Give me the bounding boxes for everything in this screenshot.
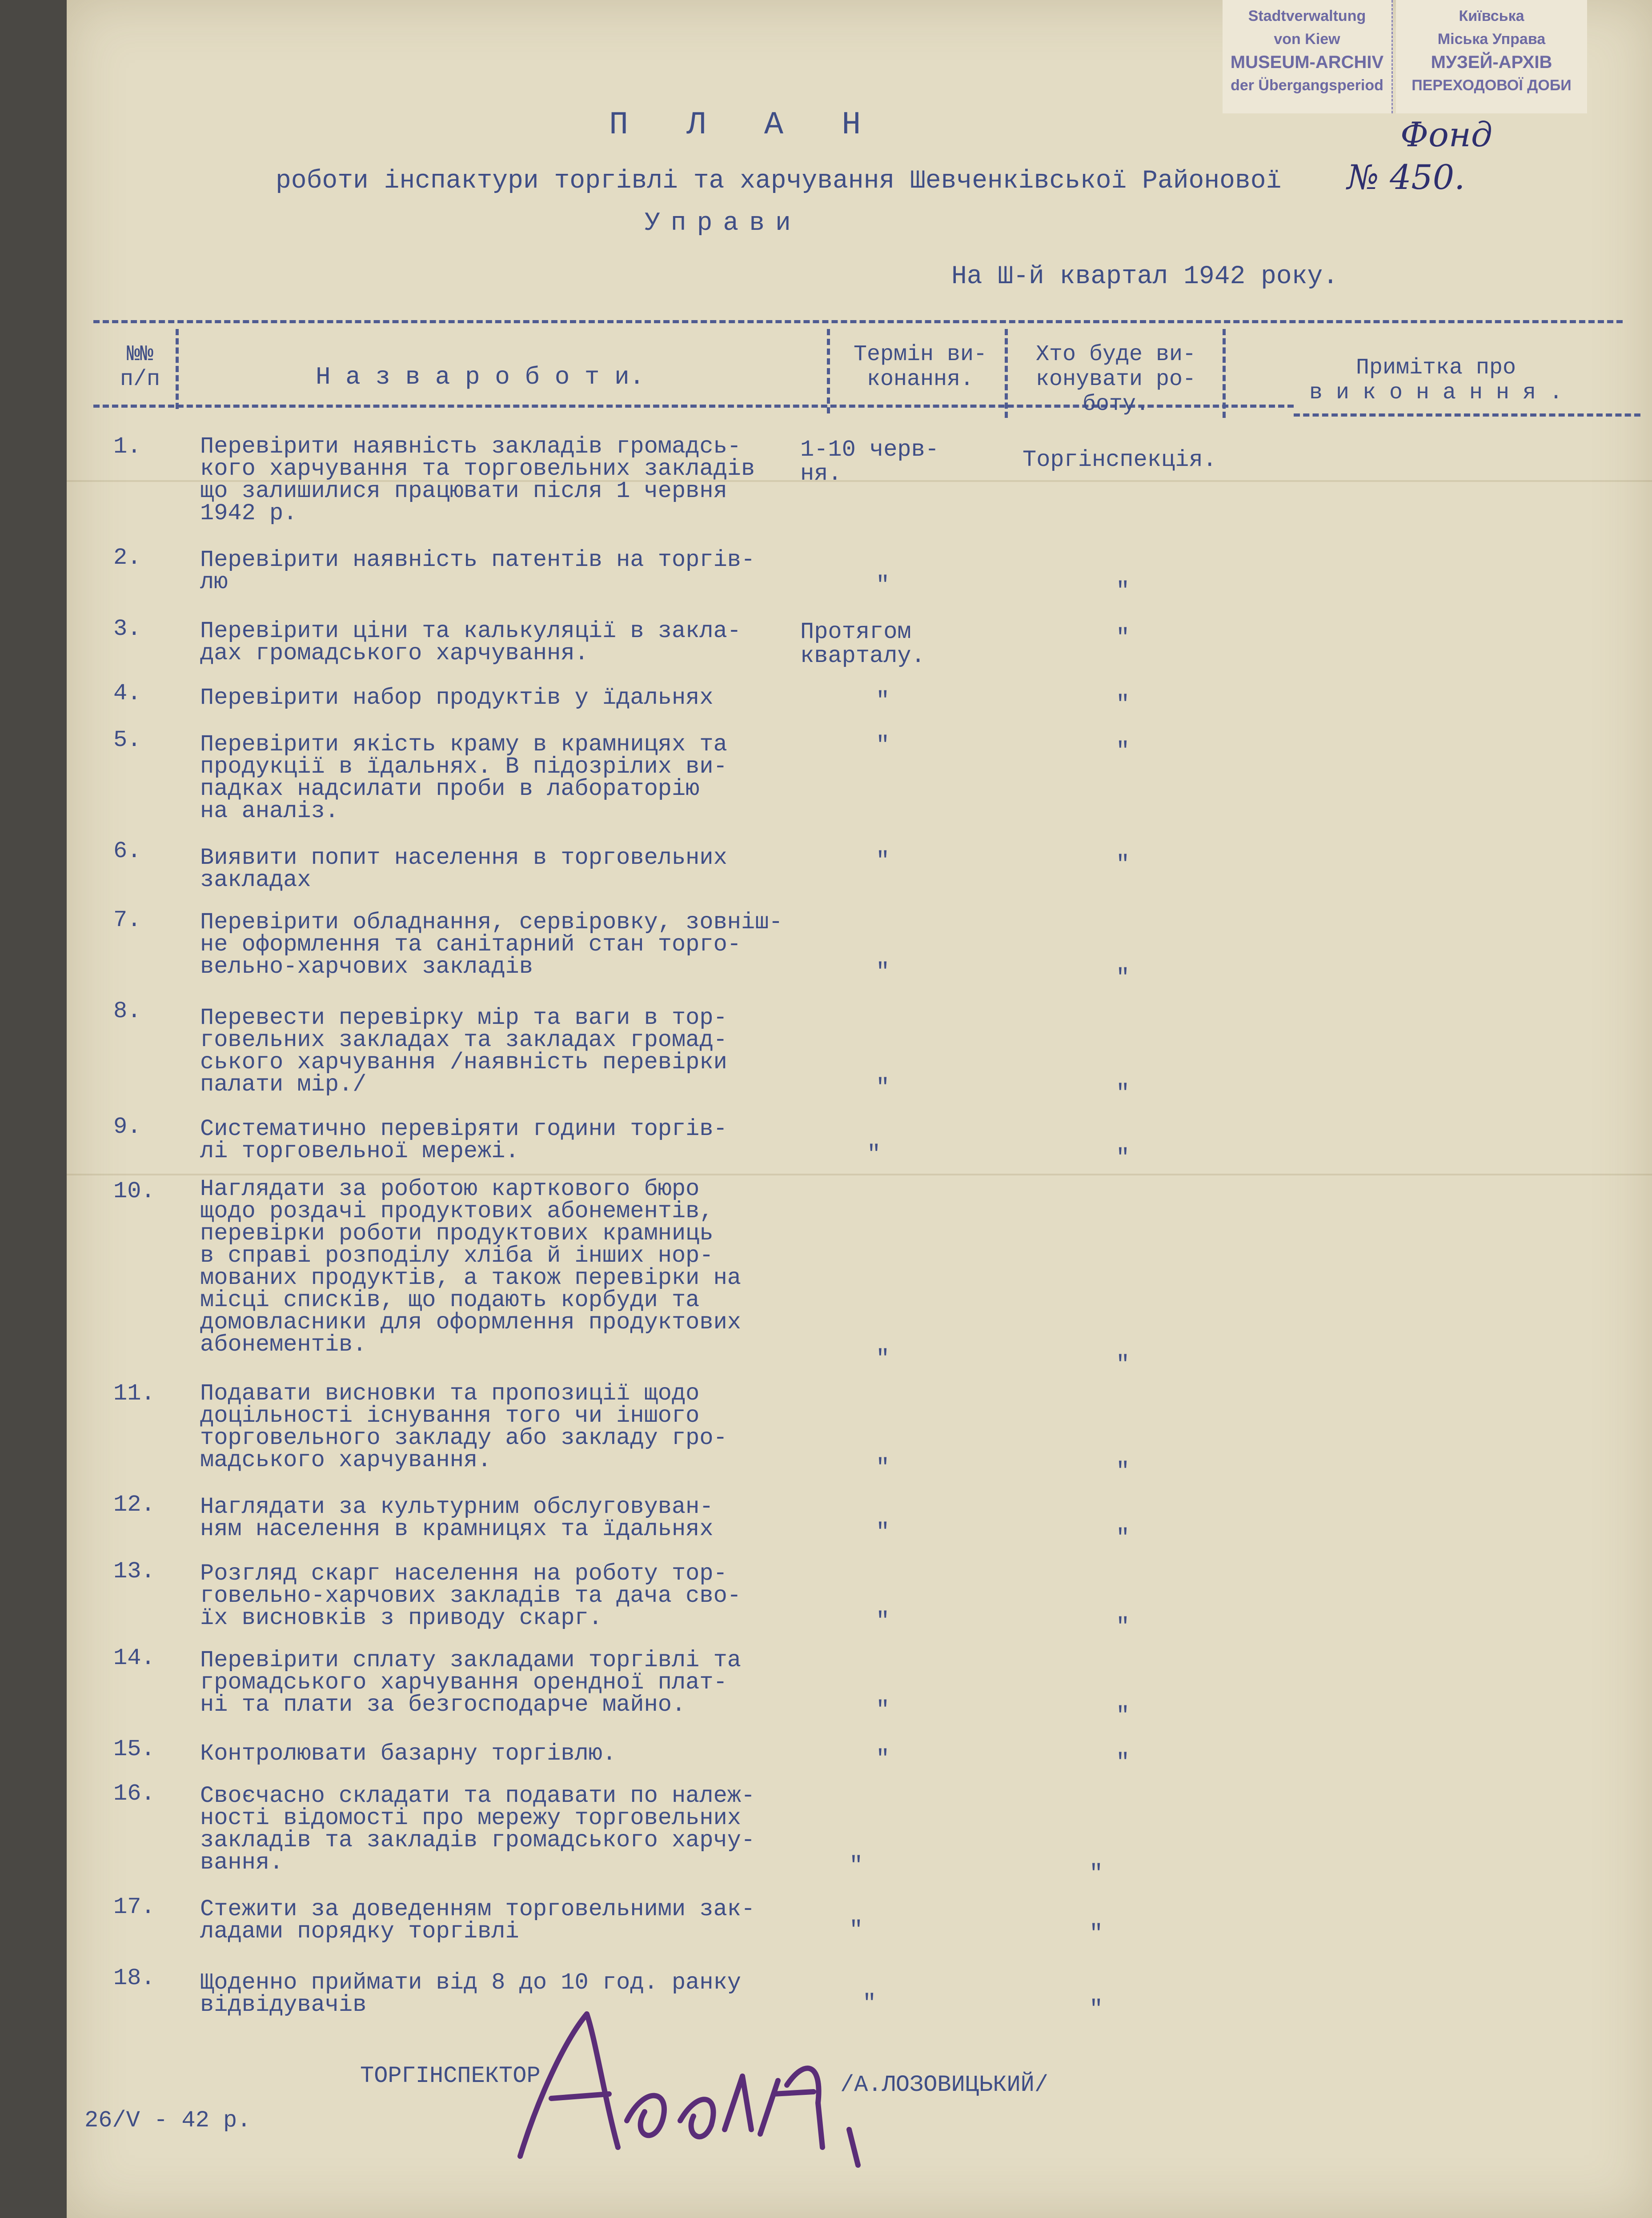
row-task: Стежити за доведенням торговельними зак- ладами порядку торгівлі (200, 1896, 755, 1945)
row-task: Перевірити наявність патентів на торгів- лю (200, 547, 755, 595)
row-number: 8. (113, 998, 141, 1024)
row-who: " (1116, 1352, 1130, 1378)
row-term: 1-10 черв- ня. (800, 437, 939, 487)
row-who: " (1116, 691, 1130, 718)
document-subtitle: роботи інспактури торгівлі та харчування Шевченківської Районової (276, 167, 1282, 196)
header-rule-bottom (1294, 413, 1640, 417)
row-task: Перевести перевірку мір та ваги в тор- говельних закладах та закладах громад- ського харчування /наявність перевірки палати мір./ (200, 1005, 727, 1098)
row-who: " (1116, 1458, 1130, 1484)
row-term: " (876, 572, 890, 598)
stamp-line: ПЕРЕХОДОВОЇ ДОБИ (1411, 77, 1572, 94)
stamp-line: Stadtverwaltung (1248, 8, 1366, 24)
row-who: " (1116, 625, 1130, 651)
row-number: 16. (113, 1781, 155, 1807)
header-who (1014, 342, 1218, 417)
row-term: " (849, 1917, 863, 1943)
row-number: 12. (113, 1492, 155, 1518)
document-sheet (67, 0, 1652, 2218)
header-note-line: в и к о н а н н я . (1309, 380, 1563, 405)
fond-number: № 450. (1347, 157, 1465, 197)
row-who: " (1116, 1145, 1130, 1171)
row-task: Контролювати базарну торгівлю. (200, 1741, 617, 1767)
signature-name: /А.ЛОЗОВИЦЬКИЙ/ (840, 2072, 1049, 2098)
row-number: 6. (113, 838, 141, 864)
row-task: Перевірити обладнання, сервіровку, зовніш- не оформлення та санітарний стан торго- вельно-харчових закладів (200, 909, 783, 980)
row-term: " (876, 848, 890, 874)
row-task: Наглядати за роботою карткового бюро щодо роздачі продуктових абонементів, перевірки роботи продуктових крамниць в справі розподілу хліба й інших нор- мованих продуктів, а також перевірки на місці списків, що подають корбуди та домовласники для оформлення продуктових абонементів. (200, 1176, 741, 1358)
header-num (109, 342, 171, 392)
row-who: " (1116, 578, 1130, 604)
header-name: Н а з в а р о б о т и. (316, 363, 645, 391)
row-task: Перевірити наявність закладів громадсь- кого харчування та торговельних закладів що залишилися працювати після 1 червня 1942 р. (200, 433, 755, 526)
row-term: " (876, 1519, 890, 1545)
row-who: " (1089, 1996, 1103, 2022)
row-number: 4. (113, 680, 141, 706)
row-term: " (862, 1990, 877, 2017)
row-task: Подавати висновки та пропозиції щодо доцільності існування того чи іншого торговельного закладу або закладу гро- мадського харчування. (200, 1380, 727, 1473)
fond-label: Фонд (1400, 115, 1493, 154)
document-date: 26/V - 42 р. (84, 2107, 251, 2134)
row-task: Щоденно приймати від 8 до 10 год. ранку відвідувачів (200, 1969, 741, 2018)
row-number: 15. (113, 1736, 155, 1762)
header-divider (1223, 329, 1226, 418)
stamp-line: Міська Управа (1437, 31, 1546, 48)
row-number: 13. (113, 1558, 155, 1584)
row-term: " (876, 1697, 890, 1723)
row-task: Розгляд скарг населення на роботу тор- говельно-харчових закладів та дача сво- їх висновків з приводу скарг. (200, 1560, 741, 1631)
header-term-line: Термін ви- (853, 342, 987, 367)
header-num-line: п/п (120, 367, 160, 392)
row-who: " (1089, 1861, 1103, 1887)
row-number: 5. (113, 727, 141, 753)
header-term (840, 342, 1000, 392)
row-number: 17. (113, 1894, 155, 1920)
row-term: " (876, 1608, 890, 1634)
paper-fold (67, 1174, 1652, 1175)
row-who: Торгінспекція. (1022, 447, 1217, 473)
row-who: " (1089, 1921, 1103, 1947)
header-note (1267, 356, 1605, 405)
row-number: 1. (113, 433, 141, 460)
header-who-line: боту. (1082, 392, 1150, 417)
row-task: Своєчасно складати та подавати по належ- ності відомості про мережу торговельних закладів та закладів громадського харчу- вання. (200, 1783, 755, 1876)
row-term: " (876, 732, 890, 758)
row-task: Перевірити якість краму в крамницях та продукції в їдальнях. В підозрілих ви- падках надсилати проби в лабораторію на аналіз. (200, 731, 727, 824)
row-who: " (1116, 965, 1130, 991)
stamp-line: MUSEUM-ARCHIV (1230, 52, 1384, 72)
row-term: " (849, 1853, 863, 1879)
row-term: " (876, 1346, 890, 1372)
row-task: Перевірити набор продуктів у їдальнях (200, 685, 714, 711)
row-who: " (1116, 851, 1130, 878)
row-number: 7. (113, 907, 141, 933)
row-term: " (876, 1455, 890, 1481)
header-divider (1005, 329, 1008, 418)
archive-stamp-ukrainian (1396, 0, 1587, 113)
archive-stamp-german (1223, 0, 1393, 113)
row-who: " (1116, 1614, 1130, 1640)
header-who-line: Хто буде ви- (1035, 342, 1196, 367)
row-number: 14. (113, 1645, 155, 1671)
row-term: " (876, 688, 890, 714)
header-term-line: конання. (866, 367, 974, 392)
row-task: Наглядати за культурним обслуговуван- ням населення в крамницях та їдальнях (200, 1494, 714, 1542)
row-task: Систематично перевіряти години торгів- лі торговельної мережі. (200, 1116, 727, 1164)
row-who: " (1116, 1749, 1130, 1776)
row-number: 10. (113, 1178, 155, 1204)
header-who-line: конувати ро- (1035, 367, 1196, 392)
row-task: Перевірити сплату закладами торгівлі та громадського харчування орендної плат- ні та плати за безгосподарче майно. (200, 1647, 741, 1718)
document-title: П Л А Н (609, 107, 881, 143)
header-note-line: Примітка про (1355, 355, 1516, 381)
row-task: Виявити попит населення в торговельних закладах (200, 845, 727, 893)
handwritten-signature (511, 1987, 911, 2174)
document-subtitle-2: Управи (645, 209, 802, 238)
signature-role: ТОРГІНСПЕКТОР (360, 2063, 541, 2089)
fond-handwritten-note (1347, 113, 1492, 199)
row-number: 11. (113, 1380, 155, 1407)
row-who: " (1116, 1703, 1130, 1729)
row-term: " (876, 1746, 890, 1772)
header-divider (827, 329, 830, 413)
row-who: " (1116, 738, 1130, 764)
row-who: " (1116, 1525, 1130, 1551)
stamp-line: МУЗЕЙ-АРХІВ (1431, 52, 1552, 72)
stamp-line: der Übergangsperiod (1231, 77, 1383, 94)
row-who: " (1116, 1080, 1130, 1107)
header-num-line: №№ (126, 342, 153, 367)
row-task: Перевірити ціни та калькуляції в закла- дах громадського харчування. (200, 618, 741, 666)
row-number: 2. (113, 545, 141, 571)
row-number: 9. (113, 1114, 141, 1140)
stamp-line: von Kiew (1274, 31, 1340, 48)
row-term: Протягом кварталу. (800, 619, 925, 669)
header-rule-top (93, 320, 1623, 323)
stamp-line: Київська (1459, 8, 1524, 24)
row-term: " (876, 1075, 890, 1101)
header-divider (176, 329, 179, 409)
row-term: " (876, 959, 890, 985)
row-number: 3. (113, 616, 141, 642)
row-term: " (867, 1141, 881, 1167)
row-number: 18. (113, 1965, 155, 1991)
plan-period: На Ш-й квартал 1942 року. (951, 262, 1339, 291)
